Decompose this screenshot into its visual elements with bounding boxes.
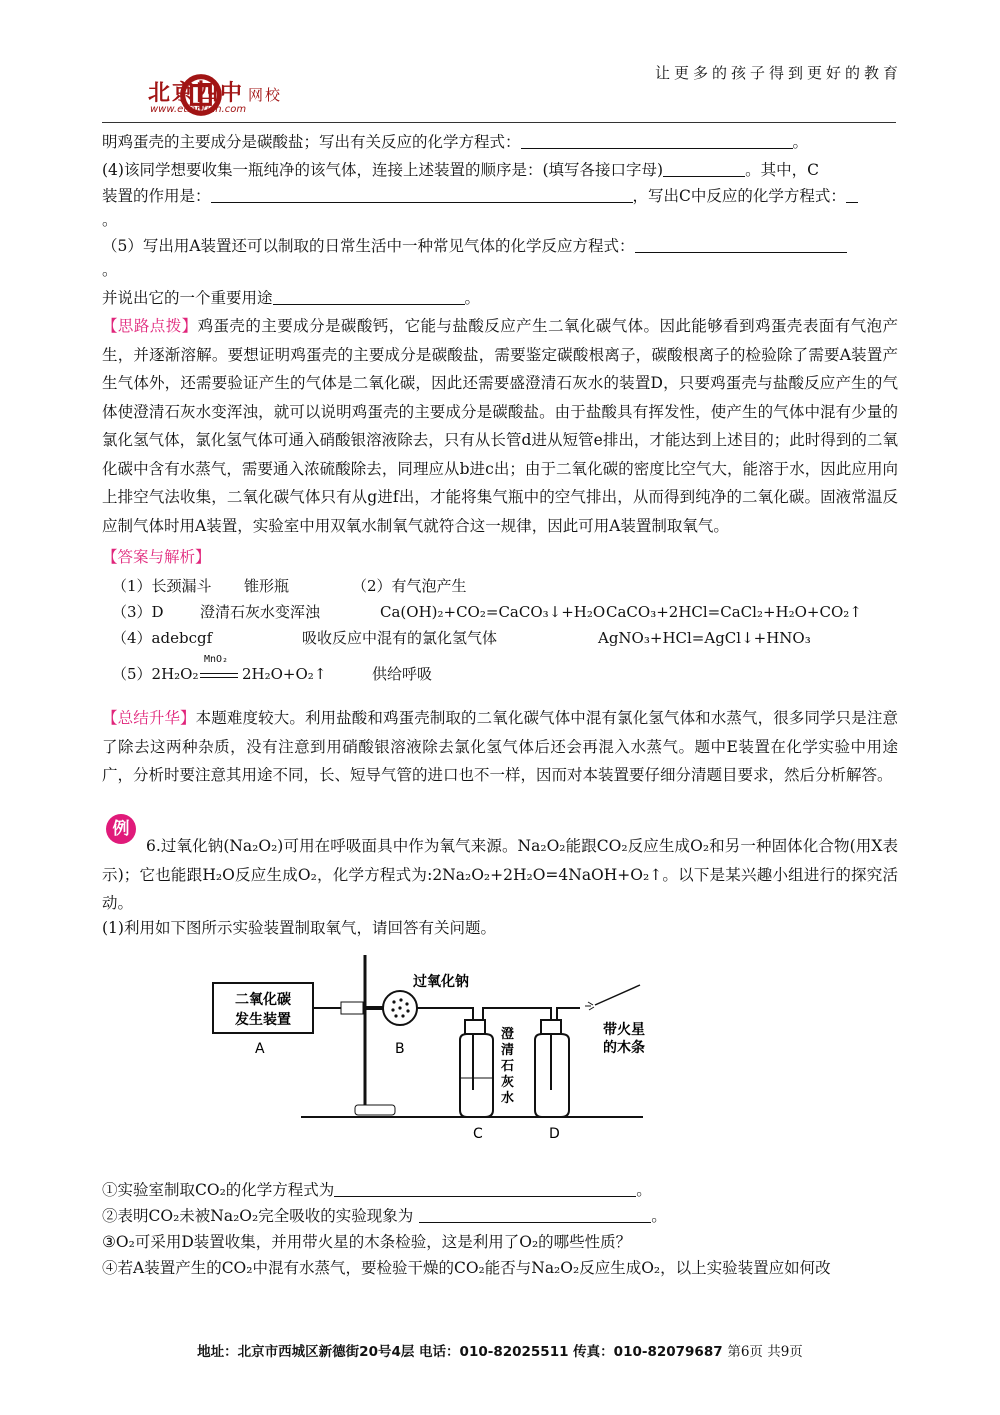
logo-name-text: 北京四中 bbox=[148, 80, 245, 106]
q1-text: ①实验室制取CO₂的化学方程式为 bbox=[102, 1181, 335, 1199]
label-c: C bbox=[473, 1126, 483, 1140]
line-5-text: （5）写出用A装置还可以制取的日常生活中一种常见气体的化学反应方程式： bbox=[102, 237, 635, 255]
stopper bbox=[341, 1002, 363, 1014]
subquestion-3: ③O₂可采用D装置收集，并用带火星的木条检验，这是利用了O₂的哪些性质？ bbox=[102, 1233, 632, 1251]
splint-label-2: 的木条 bbox=[603, 1040, 645, 1056]
equals-line bbox=[200, 673, 238, 674]
analysis-text: 鸡蛋壳的主要成分是碳酸钙，它能与盐酸反应产生二氧化碳气体。因此能够看到鸡蛋壳表面有气泡产生，并逐渐溶解。要想证明鸡蛋壳的主要成分是碳酸盐，需要鉴定碳酸根离子，碳酸根离子的检验除了需要A装置产生气体外，还需要验证产生的气体是二氧化碳，因此还需要盛澄清石灰水的装置D，只要鸡蛋壳与盐酸反应产生的气体使澄清石灰水变浑浊，就可以说明鸡蛋壳的主要成分是碳酸盐。由于盐酸具有挥发性，使产生的气体中混有少量的氯化氢气体，氯化氢气体可通入硝酸银溶液除去，只有从长管d进从短管e排出，才能达到上述目的；此时得到的二氧化碳中含有水蒸气，需要通入浓硫酸除去，同理应从b进c出；由于二氧化碳的密度比空气大，能溶于水，因此应用向上排空气法收集，二氧化碳气体只有从g进f出，才能将集气瓶中的空气排出，从而得到纯净的二氧化碳。固液常温反应制气体时用A装置，实验室中用双氧水制氧气就符合这一规律，因此可用A装置制取氧气。 bbox=[102, 317, 898, 535]
example-badge: 例 bbox=[106, 814, 136, 844]
answer-cell: CaCO₃+2HCl=CaCl₂+H₂O+CO₂↑ bbox=[606, 603, 862, 621]
answer-row-1 bbox=[112, 572, 812, 600]
q1-end: 。 bbox=[636, 1181, 652, 1199]
box-a-line2: 发生装置 bbox=[235, 1012, 291, 1028]
summary-paragraph bbox=[102, 704, 898, 790]
label-b: B bbox=[395, 1041, 405, 1057]
header-divider bbox=[102, 122, 896, 123]
limewater-char: 石 bbox=[501, 1059, 515, 1074]
question-line-2 bbox=[102, 156, 902, 184]
header-slogan: 让更多的孩子得到更好的教育 bbox=[654, 64, 902, 82]
apparatus-figure bbox=[205, 950, 645, 1140]
question-line-4: 。 bbox=[102, 211, 118, 229]
line-2-text: (4)该同学想要收集一瓶纯净的该气体，连接上述装置的顺序是：(填写各接口字母) bbox=[102, 161, 664, 179]
answer-cell: （3）D bbox=[112, 603, 164, 621]
line-3-text: 装置的作用是： bbox=[102, 187, 211, 205]
answer-row-2 bbox=[112, 598, 892, 626]
stand-base bbox=[355, 1105, 395, 1115]
page-footer bbox=[0, 1340, 1000, 1360]
answer-cell: （1）长颈漏斗 bbox=[112, 577, 212, 595]
footer-address: 地址：北京市西城区新德街20号4层 电话：010-82025511 传真：010-82079687 bbox=[197, 1344, 723, 1360]
answer-blank[interactable] bbox=[273, 286, 465, 305]
limewater-char: 澄 bbox=[501, 1027, 515, 1042]
limewater-char: 水 bbox=[501, 1091, 515, 1106]
bottle-c-stopper bbox=[465, 1020, 485, 1034]
line-1-end: 。 bbox=[792, 133, 809, 151]
logo-name bbox=[148, 76, 282, 107]
bottle-c bbox=[460, 1034, 493, 1117]
example-paragraph: 6.过氧化钠(Na₂O₂)可用在呼吸面具中作为氧气来源。Na₂O₂能跟CO₂反应生成O₂和另一种固体化合物(用X表示)；它也能跟H₂O反应生成O₂，化学方程式为:2Na₂O₂+2H₂O=4NaOH+O₂↑。以下是某兴趣小组进行的探究活动。 bbox=[102, 837, 898, 912]
limewater-char: 灰 bbox=[501, 1075, 515, 1090]
analysis-tag: 【思路点拨】 bbox=[102, 317, 198, 335]
answer-blank[interactable] bbox=[211, 184, 633, 203]
outlet-tube-d bbox=[557, 1008, 580, 1020]
box-a-line1: 二氧化碳 bbox=[235, 992, 291, 1008]
subquestion-2 bbox=[102, 1202, 902, 1230]
question-line-6: 。 bbox=[102, 261, 118, 279]
answer-cell: Ca(OH)₂+CO₂=CaCO₃↓+H₂O bbox=[380, 603, 606, 621]
answer-cell: 供给呼吸 bbox=[372, 665, 433, 683]
answer-heading bbox=[102, 543, 898, 572]
line-7-text: 并说出它的一个重要用途 bbox=[102, 289, 273, 307]
catalyst-label: MnO₂ bbox=[204, 654, 229, 665]
line-3-mid: ，写出C中反应的化学方程式： bbox=[632, 187, 846, 205]
answer-cell: （2）有气泡产生 bbox=[352, 577, 467, 595]
answer-cell: （4）adebcgf bbox=[112, 629, 213, 647]
line-2-end: 。其中，C bbox=[745, 161, 819, 179]
q2-text: ②表明CO₂未被Na₂O₂完全吸收的实验现象为 bbox=[102, 1207, 414, 1225]
line-1-text: 明鸡蛋壳的主要成分是碳酸盐；写出有关反应的化学方程式： bbox=[102, 133, 521, 151]
example-subquestion: (1)利用如下图所示实验装置制取氧气，请回答有关问题。 bbox=[102, 919, 496, 937]
logo-url: www.etiantian.com bbox=[150, 104, 247, 115]
answer-cell: 吸收反应中混有的氯化氢气体 bbox=[302, 629, 498, 647]
answer-tag: 【答案与解析】 bbox=[102, 548, 211, 566]
line-7-end: 。 bbox=[464, 289, 481, 307]
answer-cell: AgNO₃+HCl=AgCl↓+HNO₃ bbox=[598, 629, 811, 647]
question-line-7 bbox=[102, 284, 902, 312]
subquestion-1 bbox=[102, 1176, 902, 1204]
answer-blank[interactable] bbox=[334, 1178, 636, 1197]
answer-row-3 bbox=[112, 624, 892, 652]
answer-blank[interactable] bbox=[663, 158, 745, 177]
answer-cell: 锥形瓶 bbox=[244, 577, 290, 595]
summary-text: 本题难度较大。利用盐酸和鸡蛋壳制取的二氧化碳气体中混有氯化氢气体和水蒸气，很多同学只是注意了除去这两种杂质，没有注意到用硝酸银溶液除去氯化氢气体后还会再混入水蒸气。题中E装置在化学实验中用途广，分析时要注意其用途不同，长、短导气管的进口也不一样，因而对本装置要仔细分清题目要求，然后分析解答。 bbox=[102, 709, 898, 784]
footer-page-number: 第6页 共9页 bbox=[727, 1344, 803, 1360]
answer-blank[interactable] bbox=[635, 234, 847, 253]
bottle-d-stopper bbox=[541, 1020, 561, 1034]
analysis-paragraph bbox=[102, 312, 898, 540]
limewater-char: 清 bbox=[501, 1043, 515, 1058]
na2o2-label: 过氧化钠 bbox=[413, 974, 469, 990]
q2-end: 。 bbox=[651, 1207, 667, 1225]
logo-sub-text: 网校 bbox=[248, 86, 283, 104]
question-line-1 bbox=[102, 128, 902, 156]
equals-line bbox=[200, 677, 238, 678]
wooden-splint bbox=[595, 985, 640, 1005]
answer-blank[interactable] bbox=[521, 130, 793, 149]
answer-cell: 澄清石灰水变浑浊 bbox=[200, 603, 321, 621]
answer-blank[interactable] bbox=[846, 184, 858, 203]
answer-row-4 bbox=[112, 654, 612, 688]
label-d: D bbox=[549, 1126, 560, 1140]
answer-cell: （5）2H₂O₂ bbox=[112, 665, 199, 683]
answer-blank[interactable] bbox=[419, 1204, 651, 1223]
answer-cell: 2H₂O+O₂↑ bbox=[242, 665, 327, 683]
subquestion-4: ④若A装置产生的CO₂中混有水蒸气，要检验干燥的CO₂能否与Na₂O₂反应生成O₂，以上实验装置应如何改 bbox=[102, 1259, 831, 1277]
splint-label-1: 带火星 bbox=[603, 1022, 645, 1038]
label-a: A bbox=[255, 1041, 265, 1057]
summary-tag: 【总结升华】 bbox=[102, 709, 196, 727]
